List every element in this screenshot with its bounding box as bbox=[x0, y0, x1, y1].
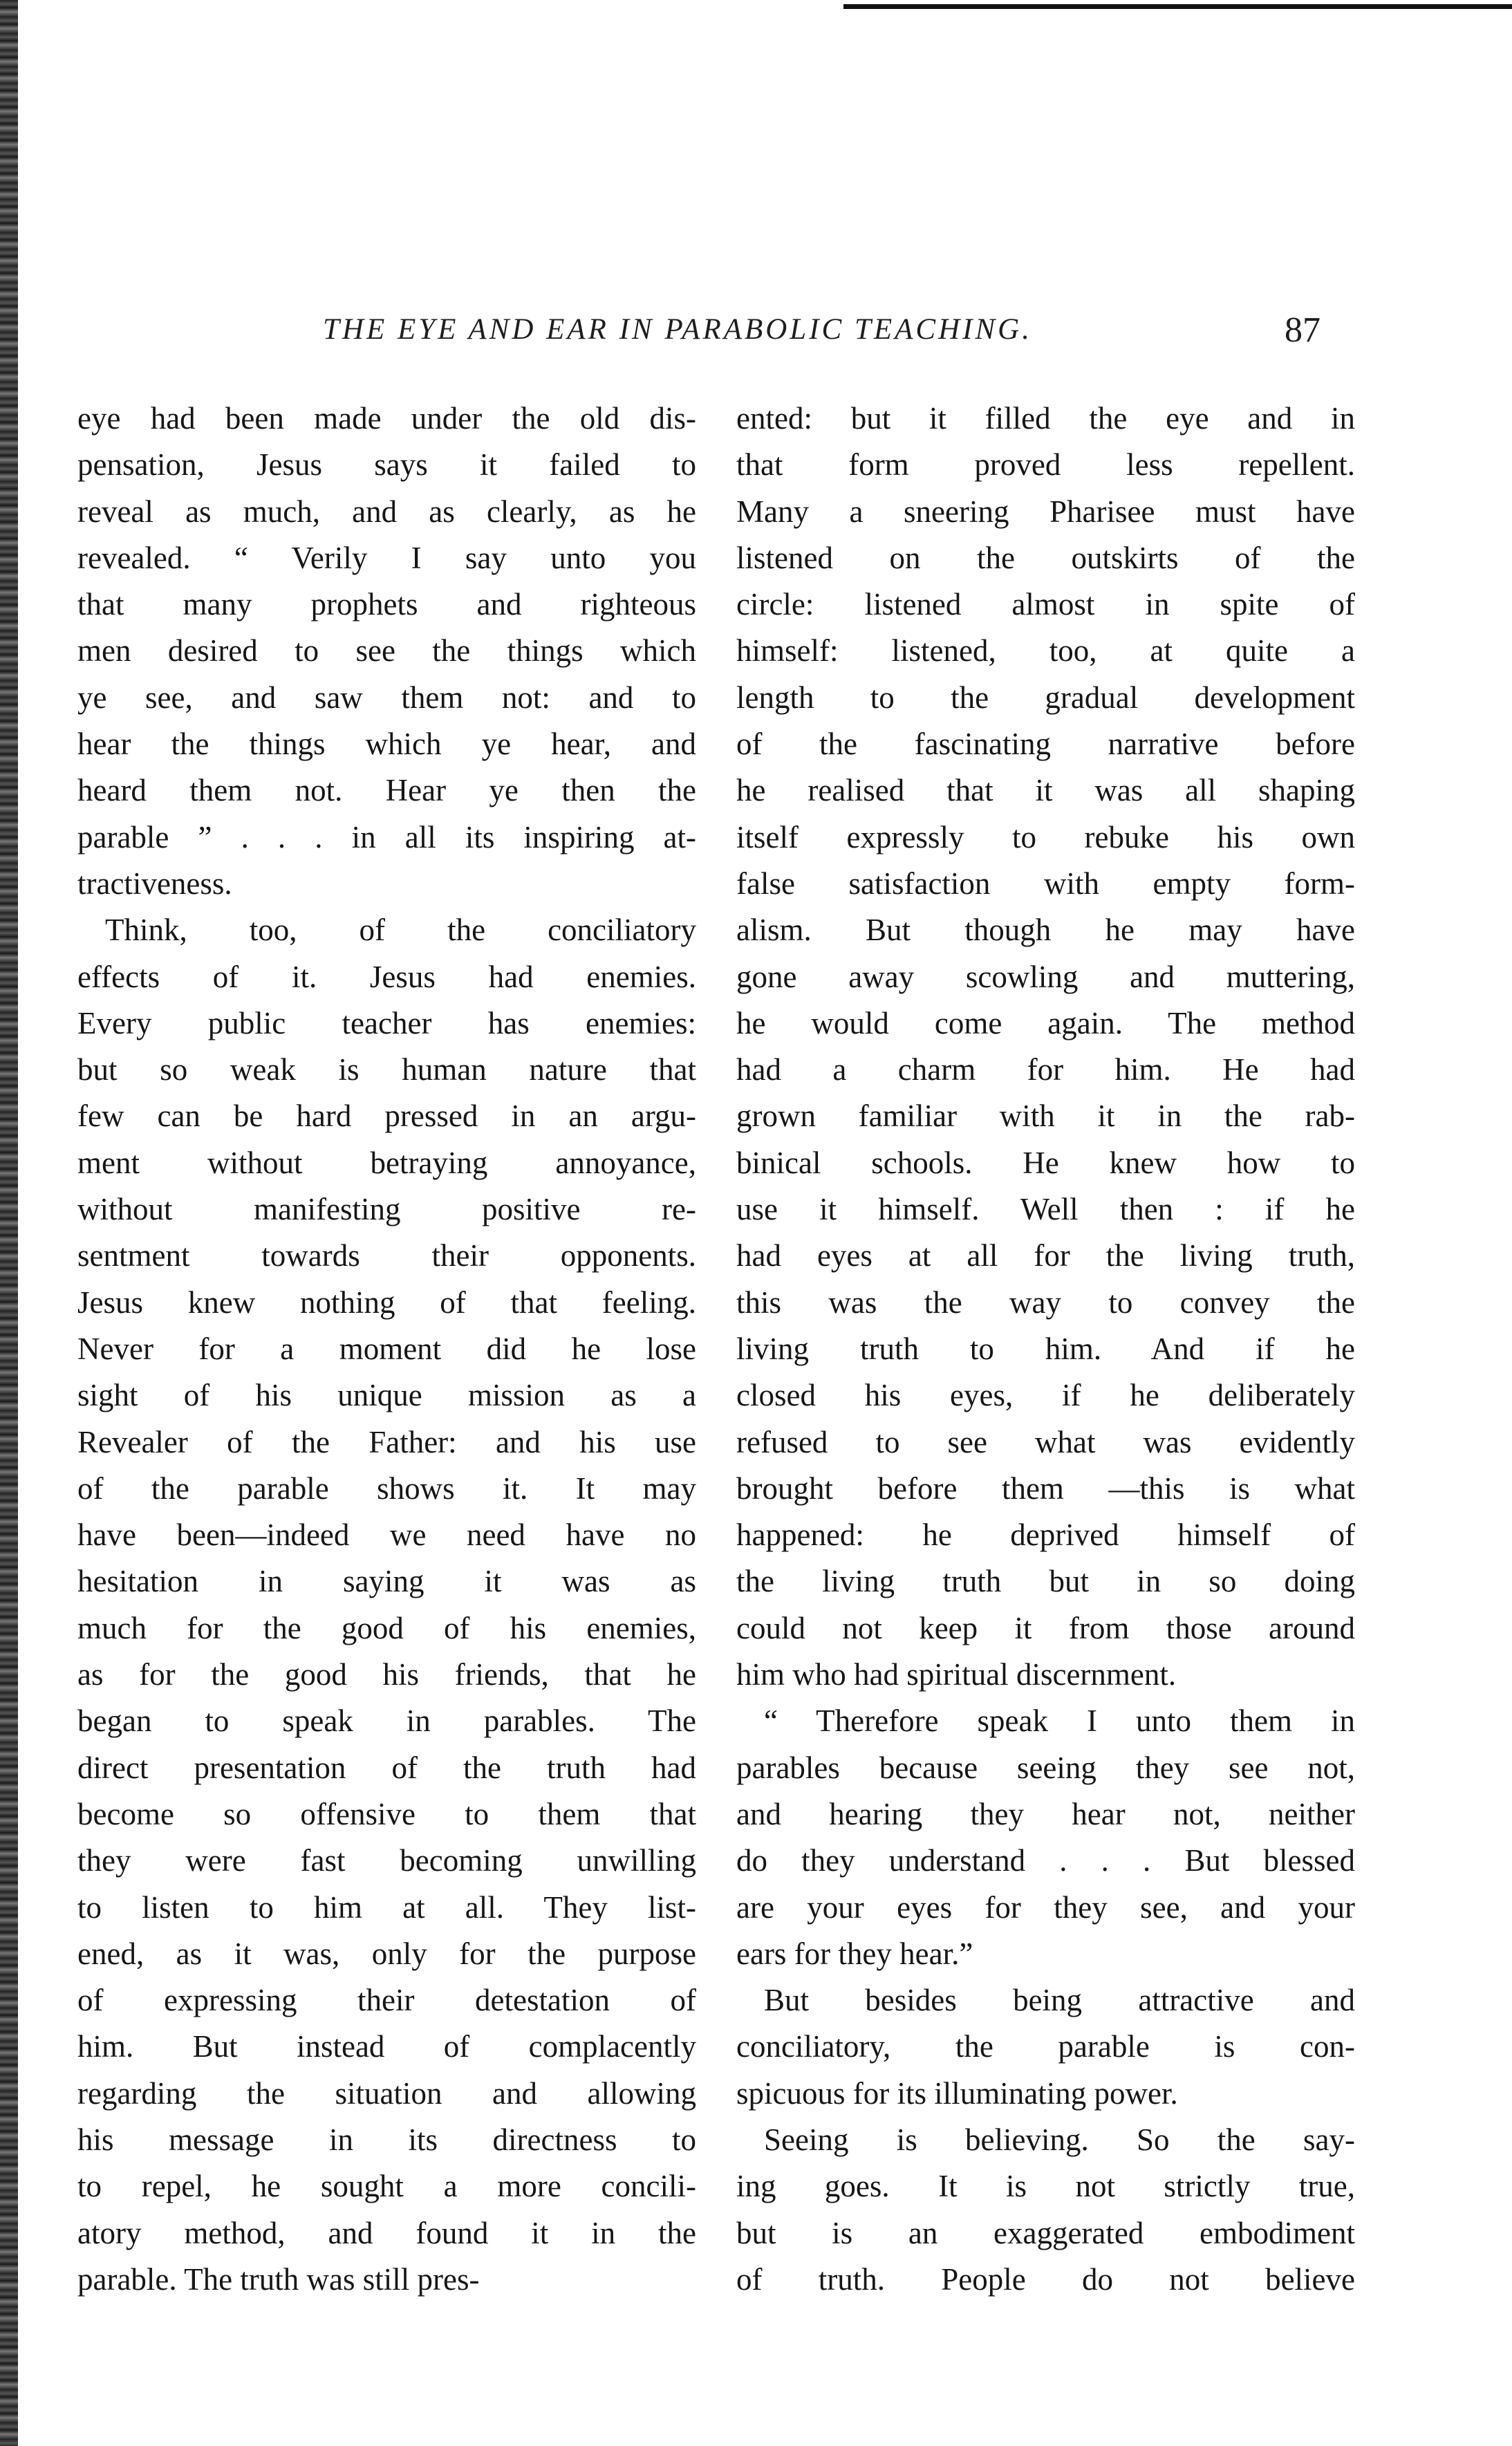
text-line: eye had been made under the old dis- bbox=[77, 401, 696, 436]
text-line: began to speak in parables. The bbox=[77, 1703, 696, 1739]
text-line: conciliatory, the parable is con- bbox=[736, 2029, 1355, 2064]
text-line: heard them not. Hear ye then the bbox=[77, 773, 696, 808]
text-line: to repel, he sought a more concili- bbox=[77, 2169, 696, 2204]
text-line: living truth to him. And if he bbox=[736, 1331, 1355, 1366]
text-line: himself: listened, too, at quite a bbox=[736, 633, 1355, 669]
text-line: ye see, and saw them not: and to bbox=[77, 680, 696, 715]
text-line: direct presentation of the truth had bbox=[77, 1750, 696, 1785]
text-line: the living truth but in so doing bbox=[736, 1564, 1355, 1599]
text-line: they were fast becoming unwilling bbox=[77, 1843, 696, 1878]
text-line: of the fascinating narrative before bbox=[736, 727, 1355, 762]
text-line bbox=[736, 1977, 1355, 2024]
line-text: Seeing is believing. So the say- bbox=[764, 2122, 1355, 2157]
text-line: without manifesting positive re- bbox=[77, 1192, 696, 1227]
text-line: regarding the situation and allowing bbox=[77, 2075, 696, 2111]
text-line: itself expressly to rebuke his own bbox=[736, 819, 1355, 855]
line-text: But besides being attractive and bbox=[764, 1983, 1355, 2018]
text-line: Never for a moment did he lose bbox=[77, 1331, 696, 1366]
text-line: pensation, Jesus says it failed to bbox=[77, 447, 696, 483]
text-line: Revealer of the Father: and his use bbox=[77, 1424, 696, 1459]
text-line: he realised that it was all shaping bbox=[736, 773, 1355, 808]
right-column bbox=[736, 395, 1355, 2303]
text-line: closed his eyes, if he deliberately bbox=[736, 1378, 1355, 1413]
text-line: reveal as much, and as clearly, as he bbox=[77, 494, 696, 529]
text-line: he would come again. The method bbox=[736, 1005, 1355, 1040]
text-line: sentment towards their opponents. bbox=[77, 1238, 696, 1273]
text-line: as for the good his friends, that he bbox=[77, 1657, 696, 1692]
text-line: of the parable shows it. It may bbox=[77, 1471, 696, 1506]
text-line: him. But instead of complacently bbox=[77, 2029, 696, 2064]
text-line: had a charm for him. He had bbox=[736, 1052, 1355, 1087]
running-head: THE EYE AND EAR IN PARABOLIC TEACHING. bbox=[323, 313, 1032, 346]
text-line: false satisfaction with empty form- bbox=[736, 866, 1355, 901]
text-line: binical schools. He knew how to bbox=[736, 1145, 1355, 1180]
line-text: “ Therefore speak I unto them in bbox=[764, 1703, 1355, 1739]
text-line: to listen to him at all. They list- bbox=[77, 1889, 696, 1925]
text-line: Every public teacher has enemies: bbox=[77, 1005, 696, 1040]
text-line: parable ” . . . in all its inspiring at- bbox=[77, 819, 696, 855]
text-line: spicuous for its illuminating power. bbox=[736, 2075, 1178, 2111]
text-line: tractiveness. bbox=[77, 866, 232, 901]
text-line: brought before them —this is what bbox=[736, 1471, 1355, 1506]
text-line: Jesus knew nothing of that feeling. bbox=[77, 1285, 696, 1320]
top-rule bbox=[843, 4, 1512, 9]
text-line: parable. The truth was still pres- bbox=[77, 2261, 480, 2297]
text-line: use it himself. Well then : if he bbox=[736, 1192, 1355, 1227]
text-line: alism. But though he may have bbox=[736, 913, 1355, 948]
text-line: much for the good of his enemies, bbox=[77, 1610, 696, 1645]
text-line: hesitation in saying it was as bbox=[77, 1564, 696, 1599]
text-line: ened, as it was, only for the purpose bbox=[77, 1936, 696, 1971]
text-line: that many prophets and righteous bbox=[77, 587, 696, 622]
text-line: atory method, and found it in the bbox=[77, 2215, 696, 2250]
text-line: this was the way to convey the bbox=[736, 1285, 1355, 1320]
text-line: but so weak is human nature that bbox=[77, 1052, 696, 1087]
text-line: do they understand . . . But blessed bbox=[736, 1843, 1355, 1878]
page-number: 87 bbox=[1285, 310, 1320, 350]
text-line: had eyes at all for the living truth, bbox=[736, 1238, 1355, 1273]
text-line: effects of it. Jesus had enemies. bbox=[77, 959, 696, 994]
text-line: listened on the outskirts of the bbox=[736, 540, 1355, 575]
text-line: have been—indeed we need have no bbox=[77, 1518, 696, 1553]
text-line: are your eyes for they see, and your bbox=[736, 1889, 1355, 1925]
text-line: ing goes. It is not strictly true, bbox=[736, 2169, 1355, 2204]
text-line: Many a sneering Pharisee must have bbox=[736, 494, 1355, 529]
text-line bbox=[77, 907, 696, 953]
text-line: grown familiar with it in the rab- bbox=[736, 1099, 1355, 1134]
text-line: but is an exaggerated embodiment bbox=[736, 2215, 1355, 2250]
text-line: sight of his unique mission as a bbox=[77, 1378, 696, 1413]
text-line: hear the things which ye hear, and bbox=[77, 727, 696, 762]
text-line: him who had spiritual discernment. bbox=[736, 1657, 1177, 1692]
text-line: revealed. “ Verily I say unto you bbox=[77, 540, 696, 575]
text-line: parables because seeing they see not, bbox=[736, 1750, 1355, 1785]
text-line: happened: he deprived himself of bbox=[736, 1518, 1355, 1553]
text-line: men desired to see the things which bbox=[77, 633, 696, 669]
line-text: Think, too, of the conciliatory bbox=[105, 913, 696, 948]
text-line: ment without betraying annoyance, bbox=[77, 1145, 696, 1180]
text-line: and hearing they hear not, neither bbox=[736, 1796, 1355, 1831]
text-line: gone away scowling and muttering, bbox=[736, 959, 1355, 994]
text-line bbox=[736, 1698, 1355, 1744]
text-line: his message in its directness to bbox=[77, 2122, 696, 2157]
scanned-binding-edge bbox=[0, 0, 18, 2446]
text-line: circle: listened almost in spite of bbox=[736, 587, 1355, 622]
text-line: of expressing their detestation of bbox=[77, 1983, 696, 2018]
text-line: could not keep it from those around bbox=[736, 1610, 1355, 1645]
text-line: length to the gradual development bbox=[736, 680, 1355, 715]
text-line: become so offensive to them that bbox=[77, 1796, 696, 1831]
text-line: ears for they hear.” bbox=[736, 1936, 973, 1971]
text-line: few can be hard pressed in an argu- bbox=[77, 1099, 696, 1134]
text-line bbox=[736, 2117, 1355, 2163]
text-line: that form proved less repellent. bbox=[736, 447, 1355, 483]
text-line: of truth. People do not believe bbox=[736, 2261, 1355, 2297]
text-line: ented: but it filled the eye and in bbox=[736, 401, 1355, 436]
text-line: refused to see what was evidently bbox=[736, 1424, 1355, 1459]
left-column bbox=[77, 395, 696, 2303]
